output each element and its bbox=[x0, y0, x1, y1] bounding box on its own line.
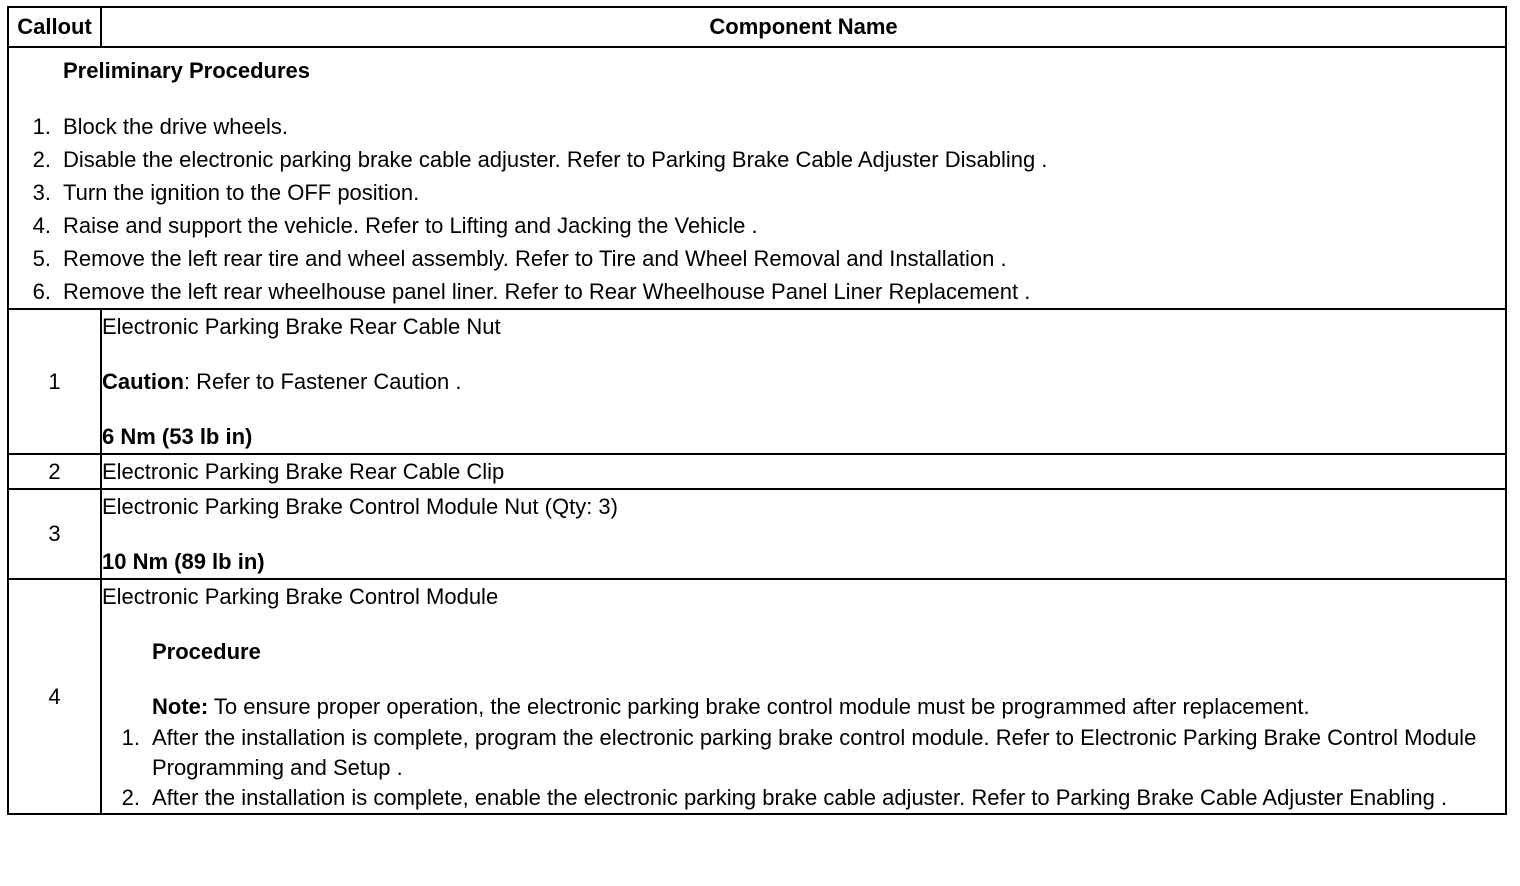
component-cell bbox=[101, 309, 1506, 454]
preliminary-row bbox=[8, 47, 1506, 309]
component-name: Electronic Parking Brake Control Module bbox=[102, 584, 499, 609]
list-item bbox=[9, 110, 1505, 143]
table-row bbox=[8, 309, 1506, 454]
step-number: 2. bbox=[32, 147, 51, 172]
step-text: Block the drive wheels. bbox=[63, 114, 288, 139]
step-text: Remove the left rear wheelhouse panel liner. Refer to Rear Wheelhouse Panel Liner Replacement . bbox=[63, 279, 1031, 304]
list-item bbox=[9, 176, 1505, 209]
step-number: 3. bbox=[32, 180, 51, 205]
callout-number: 2 bbox=[8, 454, 101, 489]
step-text: After the installation is complete, enable the electronic parking brake cable adjuster. Refer to Parking Brake Cable Adjuster Enabling . bbox=[152, 785, 1448, 810]
callout-number: 1 bbox=[8, 309, 101, 454]
step-text: Remove the left rear tire and wheel assembly. Refer to Tire and Wheel Removal and Installation . bbox=[63, 246, 1007, 271]
table-header-row bbox=[8, 7, 1506, 47]
component-name: Electronic Parking Brake Rear Cable Nut bbox=[102, 314, 501, 339]
list-item bbox=[102, 783, 1505, 813]
component-table bbox=[7, 6, 1507, 815]
step-number: 4. bbox=[32, 213, 51, 238]
step-text: Turn the ignition to the OFF position. bbox=[63, 180, 420, 205]
step-text: After the installation is complete, program the electronic parking brake control module. Refer to Electronic Parking Brake Control Module Programming and Setup . bbox=[152, 725, 1477, 780]
component-cell bbox=[101, 454, 1506, 489]
caution-text: : Refer to Fastener Caution . bbox=[183, 369, 462, 394]
list-item bbox=[102, 723, 1505, 783]
note-line bbox=[102, 690, 1505, 723]
step-text: Disable the electronic parking brake cable adjuster. Refer to Parking Brake Cable Adjuster Disabling . bbox=[63, 147, 1048, 172]
torque-spec: 6 Nm (53 lb in) bbox=[102, 424, 253, 449]
header-callout: Callout bbox=[8, 7, 101, 47]
torque-spec: 10 Nm (89 lb in) bbox=[102, 549, 265, 574]
component-name: Electronic Parking Brake Control Module Nut (Qty: 3) bbox=[102, 494, 618, 519]
note-text: To ensure proper operation, the electronic parking brake control module must be programmed after replacement. bbox=[208, 694, 1310, 719]
note-label: Note: bbox=[152, 694, 209, 719]
header-component-name: Component Name bbox=[101, 7, 1506, 47]
list-item bbox=[9, 143, 1505, 176]
caution-line bbox=[102, 365, 1505, 398]
step-number: 6. bbox=[32, 279, 51, 304]
component-cell bbox=[101, 489, 1506, 579]
preliminary-title: Preliminary Procedures bbox=[63, 58, 311, 83]
list-item bbox=[9, 242, 1505, 275]
list-item bbox=[9, 275, 1505, 308]
procedure-title: Procedure bbox=[152, 639, 261, 664]
table-row bbox=[8, 454, 1506, 489]
callout-number: 3 bbox=[8, 489, 101, 579]
component-name: Electronic Parking Brake Rear Cable Clip bbox=[102, 459, 505, 484]
procedure-steps bbox=[102, 723, 1505, 813]
table-row bbox=[8, 489, 1506, 579]
caution-label: Caution bbox=[102, 369, 184, 394]
preliminary-steps bbox=[9, 110, 1505, 308]
component-cell bbox=[101, 579, 1506, 814]
step-number: 1. bbox=[32, 114, 51, 139]
list-item bbox=[9, 209, 1505, 242]
preliminary-procedures bbox=[8, 47, 1506, 309]
table-row bbox=[8, 579, 1506, 814]
step-text: Raise and support the vehicle. Refer to Lifting and Jacking the Vehicle . bbox=[63, 213, 758, 238]
step-number: 2. bbox=[121, 785, 140, 810]
callout-number: 4 bbox=[8, 579, 101, 814]
step-number: 1. bbox=[121, 725, 140, 750]
step-number: 5. bbox=[32, 246, 51, 271]
